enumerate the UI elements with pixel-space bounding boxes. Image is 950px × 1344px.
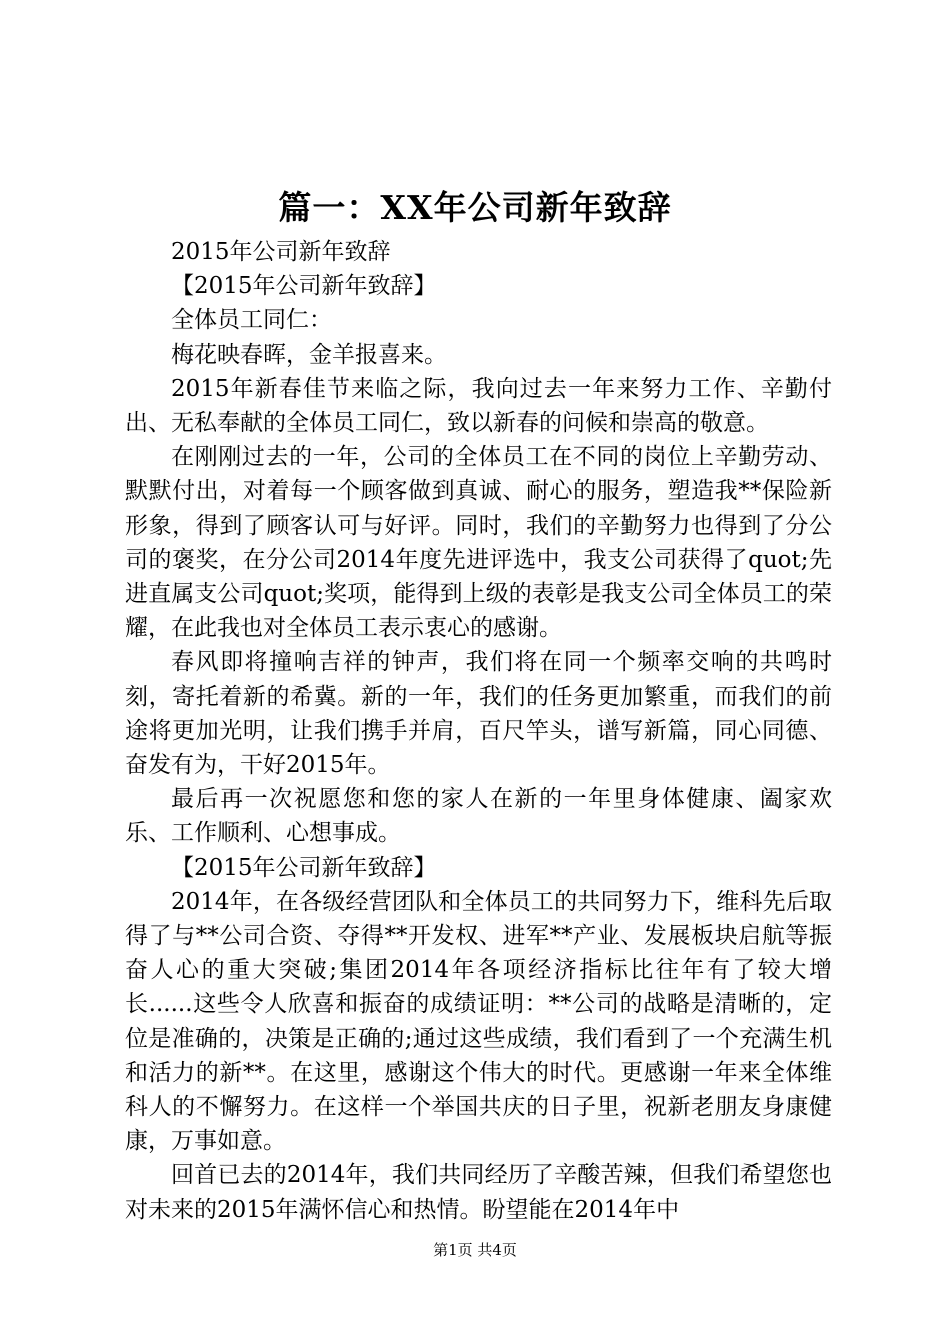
paragraph: 【2015年公司新年致辞】 [171,273,437,300]
document-title: 篇一：XX年公司新年致辞 [278,188,672,227]
paragraph: 【2015年公司新年致辞】 [171,854,437,881]
paragraph: 在刚刚过去的一年，公司的全体员工在不同的岗位上辛勤劳动、默默付出，对着每一个顾客做到真诚、耐心的服务，塑造我**保险新形象，得到了顾客认可与好评。同时，我们的辛勤努力也得到了分公司的褒奖，在分公司2014年度先进评选中，我支公司获得了quot;先进直属支公司quot;奖项，能得到上级的表彰是我支公司全体员工的荣耀，在此我也对全体员工表示衷心的感谢。 [125,444,832,642]
paragraph: 梅花映春晖，金羊报喜来。 [171,341,447,368]
paragraph: 最后再一次祝愿您和您的家人在新的一年里身体健康、阖家欢乐、工作顺利、心想事成。 [125,786,832,847]
paragraph: 2014年，在各级经营团队和全体员工的共同努力下，维科先后取得了与**公司合资、夺得**开发权、进军**产业、发展板块启航等振奋人心的重大突破;集团2014年各项经济指标比往年有了较大增长......这些令人欣喜和振奋的成绩证明：**公司的战略是清晰的，定位是准确的，决策是正确的;通过这些成绩，我们看到了一个充满生机和活力的新**。在这里，感谢这个伟大的时代。更感谢一年来全体维科人的不懈努力。在这样一个举国共庆的日子里，祝新老朋友身康健康，万事如意。 [125,888,832,1155]
paragraph: 2015年公司新年致辞 [171,239,391,265]
paragraph: 全体员工同仁： [171,307,332,334]
paragraph: 回首已去的2014年，我们共同经历了辛酸苦辣，但我们希望您也对未来的2015年满怀信心和热情。盼望能在2014年中 [125,1162,832,1223]
document-body [125,235,832,1227]
page-footer: 第1页 共4页 [433,1241,517,1259]
paragraph: 春风即将撞响吉祥的钟声，我们将在同一个频率交响的共鸣时刻，寄托着新的希冀。新的一年，我们的任务更加繁重，而我们的前途将更加光明，让我们携手并肩，百尺竿头，谱写新篇，同心同德、奋发有为，干好2015年。 [125,649,832,779]
paragraph: 2015年新春佳节来临之际，我向过去一年来努力工作、辛勤付出、无私奉献的全体员工同仁，致以新春的问候和崇高的敬意。 [125,375,832,437]
